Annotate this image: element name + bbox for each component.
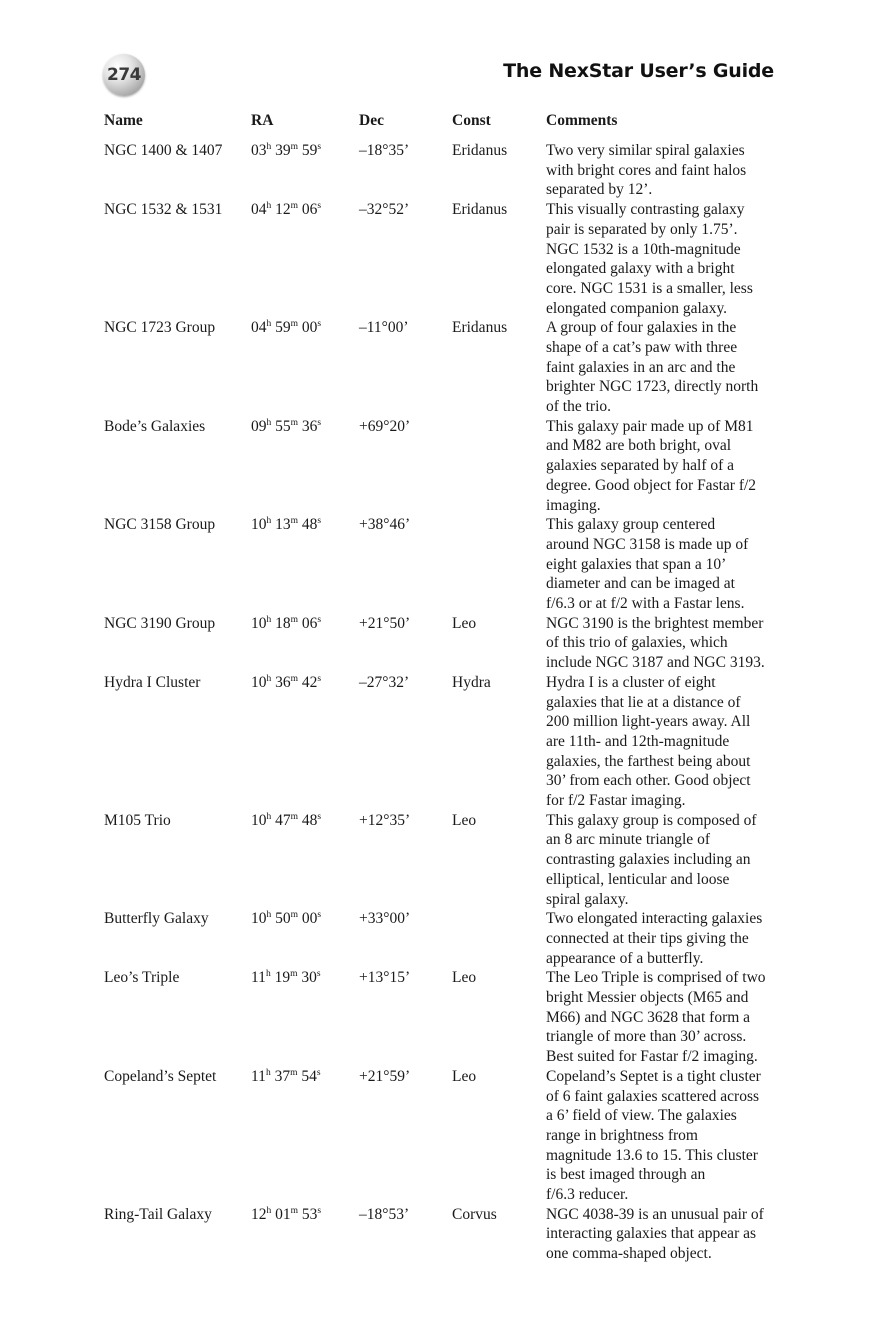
comment-line: of the trio.: [546, 398, 611, 416]
table-row: [0, 811, 879, 910]
right-ascension: [251, 1205, 321, 1225]
declination: +69°20’: [359, 417, 411, 435]
comment-line: are 11th- and 12th-magnitude: [546, 732, 730, 750]
column-header-ra: RA: [251, 112, 274, 129]
comment-line: Copeland’s Septet is a tight cluster: [546, 1067, 761, 1085]
comment-line: of this trio of galaxies, which: [546, 634, 728, 652]
table-row: [0, 1067, 879, 1205]
right-ascension: [251, 968, 321, 988]
ra-s-unit: s: [316, 969, 321, 980]
ra-m-unit: m: [290, 673, 299, 684]
galaxy-table: [0, 141, 879, 1264]
comment-line: galaxies that lie at a distance of: [546, 693, 741, 711]
ra-h-unit: h: [266, 811, 272, 822]
ra-m-value: 50: [275, 910, 291, 928]
declination: –18°53’: [359, 1205, 410, 1223]
ra-h-unit: h: [265, 969, 271, 980]
declination: +21°50’: [359, 614, 411, 632]
ra-m-unit: m: [290, 417, 299, 428]
comment-line: f/6.3 or at f/2 with a Fastar lens.: [546, 595, 745, 613]
comment-line: an 8 arc minute triangle of: [546, 831, 710, 849]
object-name: Hydra I Cluster: [104, 673, 201, 691]
declination: –27°32’: [359, 673, 410, 691]
declination: +33°00’: [359, 910, 411, 928]
column-header-const: Const: [452, 112, 491, 129]
table-row: [0, 200, 879, 318]
comments: [546, 515, 782, 614]
table-row: [0, 515, 879, 614]
comments: [546, 909, 782, 968]
comment-line: galaxies, the farthest being about: [546, 752, 751, 770]
comments: [546, 614, 782, 673]
ra-m-value: 36: [275, 673, 291, 691]
comment-line: A group of four galaxies in the: [546, 319, 737, 337]
comments: [546, 417, 782, 516]
comment-line: This galaxy group is composed of: [546, 811, 757, 829]
page-number-badge: [103, 54, 145, 96]
ra-m-value: 13: [275, 516, 291, 534]
running-title: The NexStar User’s Guide: [503, 60, 774, 82]
object-name: Leo’s Triple: [104, 969, 180, 987]
comment-line: Hydra I is a cluster of eight: [546, 673, 716, 691]
ra-h-value: 03: [251, 142, 267, 159]
comment-line: This visually contrasting galaxy: [546, 201, 745, 219]
ra-h-unit: h: [265, 1067, 271, 1078]
constellation: Eridanus: [452, 201, 508, 219]
comment-line: imaging.: [546, 496, 601, 514]
ra-h-value: 10: [251, 614, 267, 632]
ra-h-unit: h: [266, 614, 272, 625]
constellation: Eridanus: [452, 319, 508, 337]
comments: [546, 1205, 782, 1264]
comment-line: NGC 3190 is the brightest member: [546, 614, 764, 632]
table-row: [0, 968, 879, 1067]
ra-s-value: 00: [301, 910, 318, 928]
table-row: [0, 141, 879, 200]
ra-h-value: 10: [251, 811, 267, 829]
ra-h-value: 10: [251, 516, 267, 534]
ra-s-value: 36: [301, 417, 318, 435]
column-header-comments: Comments: [546, 112, 618, 129]
ra-s-value: 06: [301, 201, 318, 219]
comment-line: contrasting galaxies including an: [546, 851, 751, 869]
constellation: Eridanus: [452, 142, 508, 159]
right-ascension: [251, 909, 321, 929]
ra-h-unit: h: [266, 142, 272, 152]
ra-m-unit: m: [290, 142, 299, 152]
ra-h-unit: h: [266, 516, 272, 527]
ra-m-value: 47: [275, 811, 291, 829]
object-name: NGC 3158 Group: [104, 516, 216, 534]
ra-h-value: 11: [251, 969, 266, 987]
comments: [546, 968, 782, 1067]
ra-m-value: 19: [274, 969, 291, 987]
comment-line: f/6.3 reducer.: [546, 1186, 629, 1204]
ra-m-value: 18: [275, 614, 291, 632]
column-header-name: Name: [104, 112, 143, 129]
page-number: 274: [107, 65, 141, 85]
ra-s-unit: s: [317, 673, 322, 684]
table-row: [0, 673, 879, 811]
ra-s-value: 53: [301, 1205, 318, 1223]
comment-line: with bright cores and faint halos: [546, 161, 747, 179]
comment-line: magnitude 13.6 to 15. This cluster: [546, 1146, 758, 1164]
ra-s-value: 00: [301, 319, 318, 337]
comment-line: This galaxy pair made up of M81: [546, 417, 754, 435]
comment-line: NGC 1532 is a 10th-magnitude: [546, 240, 741, 258]
ra-h-value: 09: [251, 417, 267, 435]
comment-line: faint galaxies in an arc and the: [546, 358, 736, 376]
declination: +21°59’: [359, 1067, 411, 1085]
declination: +13°15’: [359, 969, 411, 987]
comment-line: elongated galaxy with a bright: [546, 260, 735, 278]
ra-m-unit: m: [290, 201, 299, 212]
ra-h-unit: h: [266, 673, 272, 684]
ra-h-value: 12: [251, 1205, 267, 1223]
comment-line: appearance of a butterfly.: [546, 949, 704, 967]
comment-line: include NGC 3187 and NGC 3193.: [546, 654, 765, 672]
right-ascension: [251, 318, 321, 338]
comment-line: Two elongated interacting galaxies: [546, 910, 763, 928]
comment-line: Best suited for Fastar f/2 imaging.: [546, 1048, 758, 1066]
comment-line: interacting galaxies that appear as: [546, 1225, 757, 1243]
table-row: [0, 1205, 879, 1264]
object-name: Ring-Tail Galaxy: [104, 1205, 212, 1223]
ra-s-value: 30: [301, 969, 317, 987]
comment-line: elongated companion galaxy.: [546, 299, 728, 317]
constellation: Hydra: [452, 673, 491, 691]
table-row: [0, 909, 879, 968]
ra-s-value: 42: [301, 673, 318, 691]
comment-line: of 6 faint galaxies scattered across: [546, 1087, 760, 1105]
comment-line: core. NGC 1531 is a smaller, less: [546, 279, 753, 297]
comment-line: connected at their tips giving the: [546, 929, 749, 947]
object-name: M105 Trio: [104, 811, 171, 829]
comments: [546, 1067, 782, 1205]
comments: [546, 200, 782, 318]
right-ascension: [251, 673, 321, 693]
right-ascension: [251, 1067, 321, 1087]
ra-m-value: 37: [274, 1067, 291, 1085]
right-ascension: [251, 417, 321, 437]
ra-h-value: 04: [251, 201, 267, 219]
declination: +38°46’: [359, 516, 411, 534]
ra-s-unit: s: [317, 516, 322, 527]
ra-m-unit: m: [290, 516, 299, 527]
comments: [546, 141, 782, 200]
ra-h-value: 10: [251, 673, 267, 691]
comment-line: one comma-shaped object.: [546, 1245, 712, 1263]
comment-line: 200 million light-years away. All: [546, 713, 751, 731]
comments: [546, 673, 782, 811]
comments: [546, 318, 782, 417]
comment-line: a 6’ field of view. The galaxies: [546, 1107, 737, 1125]
comment-line: This galaxy group centered: [546, 516, 716, 534]
ra-h-value: 04: [251, 319, 267, 337]
comment-line: galaxies separated by half of a: [546, 457, 735, 475]
ra-s-unit: s: [317, 910, 322, 921]
ra-h-value: 10: [251, 910, 267, 928]
ra-s-unit: s: [317, 614, 322, 625]
ra-s-unit: s: [317, 319, 322, 330]
ra-s-unit: s: [316, 1067, 321, 1078]
comment-line: range in brightness from: [546, 1126, 698, 1144]
constellation: Leo: [452, 614, 477, 632]
object-name: NGC 1723 Group: [104, 319, 216, 337]
comment-line: spiral galaxy.: [546, 890, 629, 908]
table-row: [0, 614, 879, 673]
comment-line: shape of a cat’s paw with three: [546, 338, 738, 356]
ra-s-value: 54: [301, 1067, 317, 1085]
comment-line: for f/2 Fastar imaging.: [546, 792, 686, 810]
comment-line: elliptical, lenticular and loose: [546, 870, 730, 888]
constellation: Corvus: [452, 1205, 497, 1223]
object-name: Bode’s Galaxies: [104, 417, 206, 435]
ra-m-unit: m: [290, 969, 298, 980]
constellation: Leo: [452, 811, 477, 829]
comment-line: NGC 4038-39 is an unusual pair of: [546, 1205, 764, 1223]
right-ascension: [251, 811, 321, 831]
comment-line: triangle of more than 30’ across.: [546, 1028, 747, 1046]
ra-s-unit: s: [317, 142, 322, 152]
comment-line: 30’ from each other. Good object: [546, 772, 751, 790]
comment-line: pair is separated by only 1.75’.: [546, 220, 738, 238]
ra-m-unit: m: [290, 614, 299, 625]
comment-line: brighter NGC 1723, directly north: [546, 378, 759, 396]
right-ascension: [251, 614, 321, 634]
comment-line: M66) and NGC 3628 that form a: [546, 1008, 751, 1026]
comment-line: bright Messier objects (M65 and: [546, 989, 749, 1007]
declination: –18°35’: [359, 142, 410, 159]
ra-m-value: 01: [275, 1205, 291, 1223]
constellation: Leo: [452, 969, 477, 987]
ra-s-value: 06: [301, 614, 318, 632]
ra-h-unit: h: [266, 1205, 272, 1216]
comment-line: and M82 are both bright, oval: [546, 437, 732, 455]
ra-m-value: 39: [275, 142, 291, 159]
ra-m-unit: m: [290, 319, 299, 330]
ra-h-unit: h: [266, 201, 272, 212]
comment-line: around NGC 3158 is made up of: [546, 535, 749, 553]
ra-s-value: 59: [301, 142, 318, 159]
object-name: NGC 1532 & 1531: [104, 201, 223, 219]
comment-line: separated by 12’.: [546, 181, 653, 199]
ra-m-unit: m: [290, 811, 299, 822]
comment-line: is best imaged through an: [546, 1166, 706, 1184]
comment-line: diameter and can be imaged at: [546, 575, 735, 593]
ra-m-unit: m: [290, 910, 299, 921]
right-ascension: [251, 200, 321, 220]
object-name: Butterfly Galaxy: [104, 910, 209, 928]
ra-m-value: 59: [275, 319, 291, 337]
table-row: [0, 417, 879, 516]
comment-line: The Leo Triple is comprised of two: [546, 969, 766, 987]
ra-s-value: 48: [301, 516, 318, 534]
table-row: [0, 318, 879, 417]
ra-s-unit: s: [317, 201, 322, 212]
object-name: Copeland’s Septet: [104, 1067, 217, 1085]
right-ascension: [251, 141, 321, 161]
column-header-dec: Dec: [359, 112, 384, 129]
declination: –11°00’: [359, 319, 409, 337]
ra-h-value: 11: [251, 1067, 266, 1085]
ra-s-unit: s: [317, 417, 322, 428]
object-name: NGC 1400 & 1407: [104, 142, 223, 159]
ra-m-value: 55: [275, 417, 291, 435]
declination: +12°35’: [359, 811, 411, 829]
comment-line: degree. Good object for Fastar f/2: [546, 476, 757, 494]
comment-line: eight galaxies that span a 10’: [546, 555, 727, 573]
constellation: Leo: [452, 1067, 477, 1085]
object-name: NGC 3190 Group: [104, 614, 216, 632]
ra-s-value: 48: [301, 811, 318, 829]
ra-h-unit: h: [266, 910, 272, 921]
comment-line: Two very similar spiral galaxies: [546, 142, 745, 159]
ra-m-value: 12: [275, 201, 291, 219]
ra-m-unit: m: [290, 1205, 299, 1216]
ra-h-unit: h: [266, 319, 272, 330]
ra-s-unit: s: [317, 811, 322, 822]
ra-m-unit: m: [290, 1067, 298, 1078]
right-ascension: [251, 515, 321, 535]
ra-s-unit: s: [317, 1205, 322, 1216]
declination: –32°52’: [359, 201, 410, 219]
ra-h-unit: h: [266, 417, 272, 428]
comments: [546, 811, 782, 910]
